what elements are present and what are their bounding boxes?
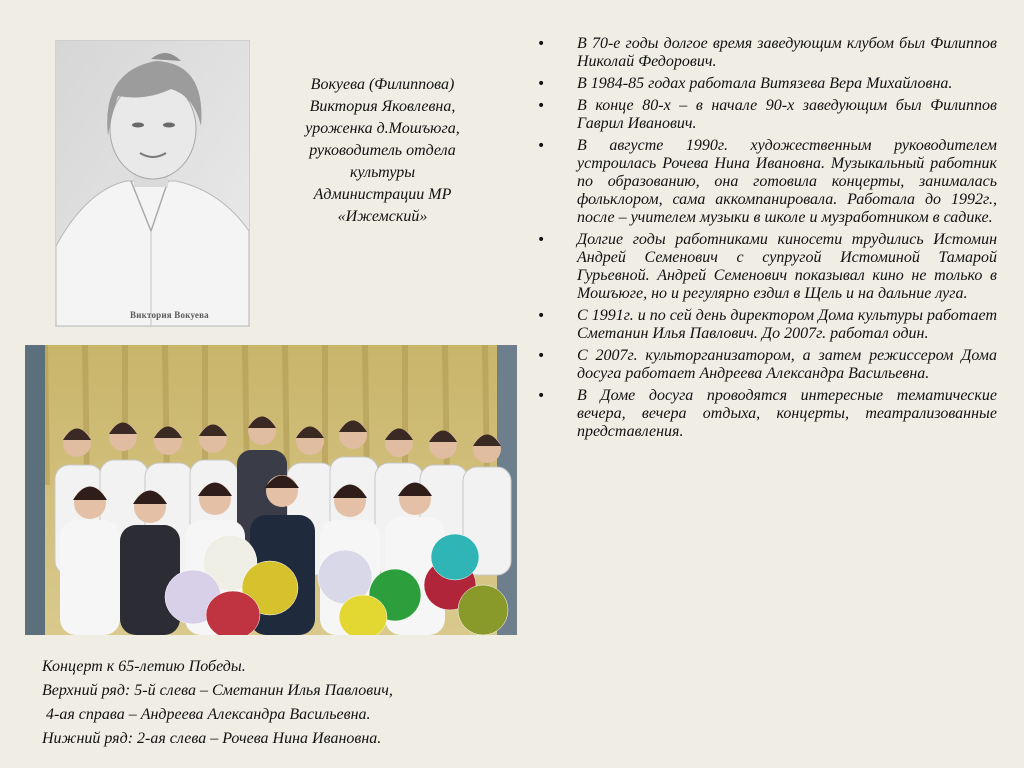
photo-caption-line: Нижний ряд: 2-ая слева – Рочева Нина Ивановна. — [42, 730, 382, 747]
portrait-caption-line: руководитель отдела — [309, 142, 456, 159]
portrait-caption-line: «Ижемский» — [337, 208, 428, 225]
list-item-text: В Доме досуга проводятся интересные тематические вечера, вечера отдыха, концерты, театрализованные представления. — [577, 387, 997, 440]
bullet-icon: • — [537, 36, 546, 52]
list-item-text: В 1984-85 годах работала Витязева Вера Михайловна. — [577, 75, 953, 92]
list-item-text: В конце 80-х – в начале 90-х заведующим был Филиппов Гаврил Иванович. — [577, 97, 997, 132]
list-item — [537, 97, 997, 133]
group-photo-caption — [42, 655, 522, 751]
portrait-caption-line: культуры — [349, 164, 416, 181]
history-bullet-list — [537, 35, 997, 445]
portrait-photo — [55, 40, 250, 327]
bullet-icon: • — [537, 308, 546, 324]
portrait-caption-line: Администрации МР — [313, 186, 452, 203]
portrait-caption-line: Вокуева (Филиппова) — [310, 76, 455, 93]
portrait-caption-line: Виктория Яковлевна, — [309, 98, 456, 115]
bullet-icon: • — [537, 138, 546, 154]
photo-caption-line: 4-ая справа – Андреева Александра Васильевна. — [42, 706, 371, 723]
bullet-icon: • — [537, 388, 546, 404]
list-item-text: С 2007г. культорганизатором, а затем режиссером Дома досуга работает Андреева Александра Васильевна. — [577, 347, 997, 382]
photo-caption-line: Верхний ряд: 5-й слева – Сметанин Илья Павлович, — [42, 682, 393, 699]
list-item-text: Долгие годы работниками киносети трудились Истомин Андрей Семенович с супругой Истоминой Тамарой Гурьевной. Андрей Семенович показывал кино не только в Мошъюге, но и регулярно ездил в Щель и на дальние луга. — [577, 231, 997, 302]
group-photo — [25, 345, 517, 635]
list-item — [537, 35, 997, 71]
list-item-text: В августе 1990г. художественным руководителем устроилась Рочева Нина Ивановна. Музыкальный работник по образованию, она готовила концерты, занималась фольклором, сама аккомпанировала. Работала до 1992г., после – учителем музыки в школе и музработником в садике. — [577, 137, 997, 226]
portrait-caption — [270, 74, 495, 228]
bullet-icon: • — [537, 348, 546, 364]
list-item-text: В 70-е годы долгое время заведующим клубом был Филиппов Николай Федорович. — [577, 35, 997, 70]
list-item — [537, 75, 997, 93]
portrait-caption-line: уроженка д.Мошъюга, — [305, 120, 460, 137]
group-photo-image — [25, 345, 517, 635]
list-item — [537, 387, 997, 441]
list-item — [537, 137, 997, 227]
photo-caption-line: Концерт к 65-летию Победы. — [42, 658, 246, 675]
list-item — [537, 307, 997, 343]
bullet-icon: • — [537, 232, 546, 248]
portrait-signature: Виктория Вокуева — [130, 310, 209, 320]
bullet-icon: • — [537, 76, 546, 92]
list-item — [537, 231, 997, 303]
bullet-icon: • — [537, 98, 546, 114]
portrait-image — [56, 41, 249, 326]
list-item — [537, 347, 997, 383]
list-item-text: С 1991г. и по сей день директором Дома культуры работает Сметанин Илья Павлович. До 2007г. работал один. — [577, 307, 997, 342]
